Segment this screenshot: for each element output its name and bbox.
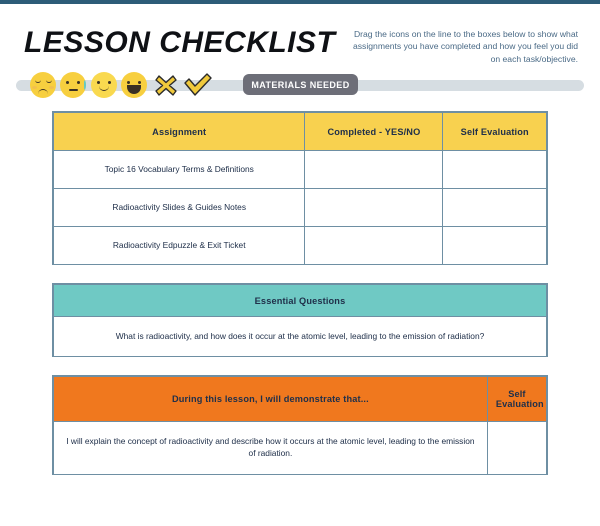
happy-face-icon[interactable] <box>121 72 147 98</box>
table-row <box>54 317 547 357</box>
self-evaluation-dropzone[interactable] <box>487 422 546 475</box>
assignment-name: Radioactivity Slides & Guides Notes <box>54 189 305 227</box>
demonstrate-statement: I will explain the concept of radioactivity and describe how it occurs at the atomic level, leading to the emission of radiation. <box>54 422 488 475</box>
instructions-text: Drag the icons on the line to the boxes below to show what assignments you have completed and how you feel you did on each task/objective. <box>352 29 578 64</box>
table-header-row <box>54 285 547 317</box>
table-row <box>54 227 547 265</box>
self-evaluation-dropzone[interactable] <box>443 189 547 227</box>
column-header-demonstrate: During this lesson, I will demonstrate that... <box>54 377 488 422</box>
demonstrate-table <box>52 375 548 475</box>
table-header-row <box>54 113 547 151</box>
assignments-table <box>52 111 548 265</box>
neutral-face-icon[interactable] <box>91 72 117 98</box>
completed-dropzone[interactable] <box>305 227 443 265</box>
essential-question-text: What is radioactivity, and how does it occur at the atomic level, leading to the emission of radiation? <box>54 317 547 357</box>
table-row <box>54 422 547 475</box>
column-header-assignment: Assignment <box>54 113 305 151</box>
assignment-name: Topic 16 Vocabulary Terms & Definitions <box>54 151 305 189</box>
essential-questions-table <box>52 283 548 357</box>
column-header-self-evaluation: Self Evaluation <box>443 113 547 151</box>
self-evaluation-dropzone[interactable] <box>443 227 547 265</box>
crying-face-icon[interactable] <box>60 72 86 98</box>
tear-drop-icon <box>84 80 86 90</box>
table-row <box>54 151 547 189</box>
sad-sleepy-face-icon[interactable] <box>30 72 56 98</box>
x-mark-icon[interactable] <box>153 72 179 98</box>
assignment-name: Radioactivity Edpuzzle & Exit Ticket <box>54 227 305 265</box>
page-title: LESSON CHECKLIST <box>24 26 336 59</box>
column-header-completed: Completed - YES/NO <box>305 113 443 151</box>
check-mark-icon[interactable] <box>183 72 213 98</box>
page-header <box>0 4 600 66</box>
self-evaluation-dropzone[interactable] <box>443 151 547 189</box>
completed-dropzone[interactable] <box>305 151 443 189</box>
column-header-self-evaluation: Self Evaluation <box>487 377 546 422</box>
completed-dropzone[interactable] <box>305 189 443 227</box>
column-header-essential-questions: Essential Questions <box>54 285 547 317</box>
table-row <box>54 189 547 227</box>
table-header-row <box>54 377 547 422</box>
materials-needed-button[interactable]: MATERIALS NEEDED <box>243 74 358 95</box>
